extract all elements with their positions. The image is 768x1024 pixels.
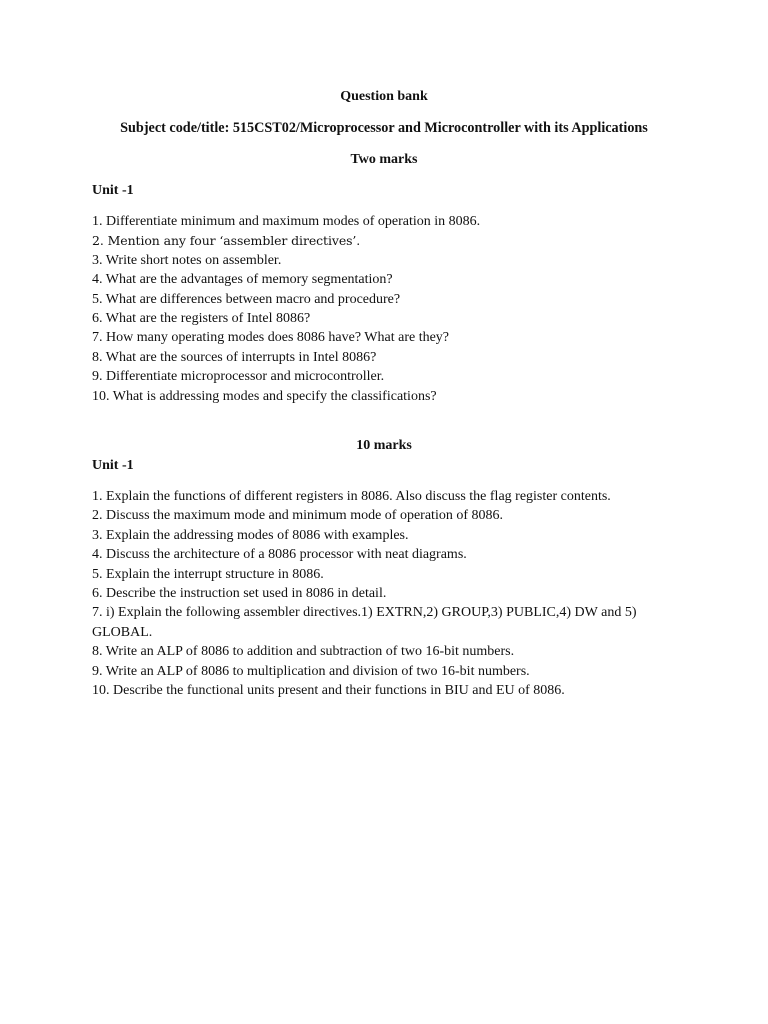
question-item: 5. What are differences between macro and procedure? — [92, 291, 401, 307]
question-item: 9. Write an ALP of 8086 to multiplication and division of two 16-bit numbers. — [92, 663, 530, 679]
question-item: 8. Write an ALP of 8086 to addition and subtraction of two 16-bit numbers. — [92, 644, 515, 660]
two-marks-question-list — [92, 212, 692, 406]
question-item: 4. What are the advantages of memory segmentation? — [92, 272, 393, 288]
question-item: 1. Differentiate minimum and maximum modes of operation in 8086. — [92, 214, 481, 229]
question-item: 4. Discuss the architecture of a 8086 processor with neat diagrams. — [92, 547, 467, 563]
two-marks-unit-heading: Unit -1 — [92, 183, 134, 198]
question-item: 8. What are the sources of interrupts in Intel 8086? — [92, 349, 377, 365]
question-item: 6. What are the registers of Intel 8086? — [92, 311, 311, 327]
ten-marks-heading: 10 marks — [356, 438, 412, 453]
question-item: 5. Explain the interrupt structure in 8086. — [92, 566, 324, 582]
ten-marks-question-list — [92, 487, 692, 700]
question-item: 10. What is addressing modes and specify the classifications? — [92, 388, 437, 404]
two-marks-heading: Two marks — [350, 152, 418, 167]
question-item: 7. i) Explain the following assembler directives.1) EXTRN,2) GROUP,3) PUBLIC,4) DW and 5) GLOBAL. — [92, 605, 637, 640]
question-item: 7. How many operating modes does 8086 have? What are they? — [92, 330, 450, 346]
question-item: 2. Mention any four ‘assembler directives’. — [92, 233, 361, 249]
question-item: 9. Differentiate microprocessor and microcontroller. — [92, 369, 385, 385]
ten-marks-unit-heading: Unit -1 — [92, 458, 134, 473]
subject-line: Subject code/title: 515CST02/Microprocessor and Microcontroller with its Applications — [120, 120, 648, 136]
question-item: 6. Describe the instruction set used in 8086 in detail. — [92, 586, 387, 602]
question-item: 3. Explain the addressing modes of 8086 with examples. — [92, 527, 409, 543]
question-item: 10. Describe the functional units present and their functions in BIU and EU of 8086. — [92, 683, 565, 699]
question-item: 3. Write short notes on assembler. — [92, 252, 282, 268]
page-title: Question bank — [340, 89, 428, 104]
question-item: 2. Discuss the maximum mode and minimum mode of operation of 8086. — [92, 508, 503, 524]
question-item: 1. Explain the functions of different registers in 8086. Also discuss the flag register contents. — [92, 489, 611, 504]
